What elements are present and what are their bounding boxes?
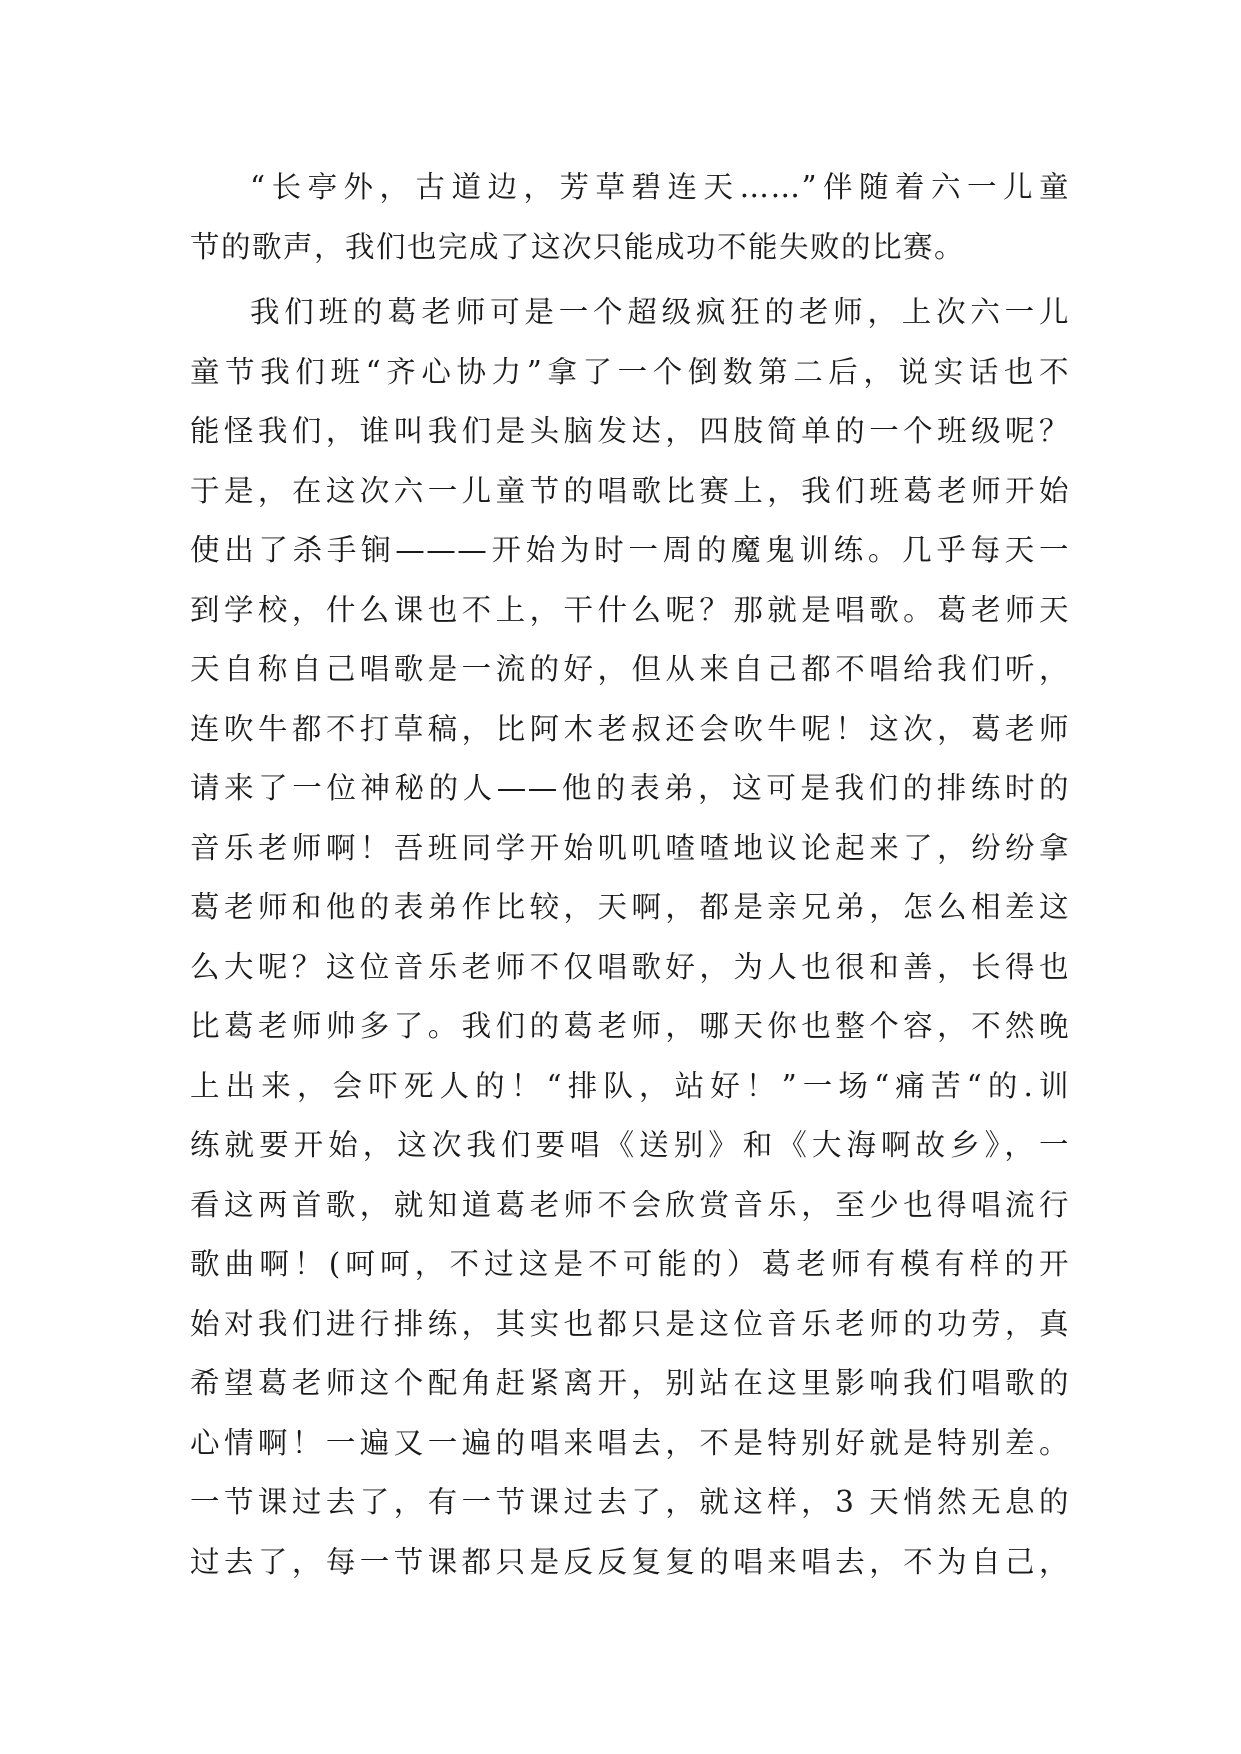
text-line: 心情啊！一遍又一遍的唱来唱去，不是特别好就是特别差。 xyxy=(190,1425,1070,1460)
text-line: 上出来，会吓死人的！“排队，站好！”一场“痛苦“的.训 xyxy=(190,1068,1070,1103)
text-line: 连吹牛都不打草稿，比阿木老叔还会吹牛呢！这次，葛老师 xyxy=(190,711,1070,746)
text-line: 歌曲啊！(呵呵，不过这是不可能的）葛老师有模有样的开 xyxy=(190,1247,1070,1281)
text-line: 能怪我们，谁叫我们是头脑发达，四肢简单的一个班级呢？ xyxy=(190,414,1070,448)
text-line: 希望葛老师这个配角赶紧离开，别站在这里影响我们唱歌的 xyxy=(190,1366,1070,1400)
text-line: 过去了，每一节课都只是反反复复的唱来唱去，不为自己， xyxy=(190,1544,1070,1579)
text-line: 节的歌声，我们也完成了这次只能成功不能失败的比赛。 xyxy=(190,229,966,264)
text-line: 么大呢？这位音乐老师不仅唱歌好，为人也很和善，长得也 xyxy=(190,949,1070,984)
paragraph-2 xyxy=(190,283,1070,1592)
text-line: 音乐老师啊！吾班同学开始叽叽喳喳地议论起来了，纷纷拿 xyxy=(190,830,1070,865)
text-line: 请来了一位神秘的人——他的表弟，这可是我们的排练时的 xyxy=(190,771,1070,805)
text-line: 葛老师和他的表弟作比较，天啊，都是亲兄弟，怎么相差这 xyxy=(190,890,1070,924)
text-line: 童节我们班“齐心协力”拿了一个倒数第二后，说实话也不 xyxy=(190,354,1070,389)
text-line: 比葛老师帅多了。我们的葛老师，哪天你也整个容，不然晚 xyxy=(190,1009,1070,1043)
text-line: 于是，在这次六一儿童节的唱歌比赛上，我们班葛老师开始 xyxy=(190,473,1070,508)
text-line: 看这两首歌，就知道葛老师不会欣赏音乐，至少也得唱流行 xyxy=(190,1187,1070,1222)
text-line: 一节课过去了，有一节课过去了，就这样，3 天悄然无息的 xyxy=(190,1485,1070,1519)
text-line: 始对我们进行排练，其实也都只是这位音乐老师的功劳，真 xyxy=(190,1306,1070,1341)
text-line: 天自称自己唱歌是一流的好，但从来自己都不唱给我们听， xyxy=(190,652,1070,686)
text-line: 我们班的葛老师可是一个超级疯狂的老师，上次六一儿 xyxy=(250,295,1070,329)
text-line: 到学校，什么课也不上，干什么呢？那就是唱歌。葛老师天 xyxy=(190,592,1070,627)
paragraph-1 xyxy=(190,158,1070,277)
text-line: 使出了杀手锏———开始为时一周的魔鬼训练。几乎每天一 xyxy=(190,533,1070,567)
text-line: “长亭外，古道边，芳草碧连天……”伴随着六一儿童 xyxy=(250,170,1070,204)
body-text xyxy=(190,158,1070,1592)
text-line: 练就要开始，这次我们要唱《送别》和《大海啊故乡》，一 xyxy=(190,1128,1070,1162)
